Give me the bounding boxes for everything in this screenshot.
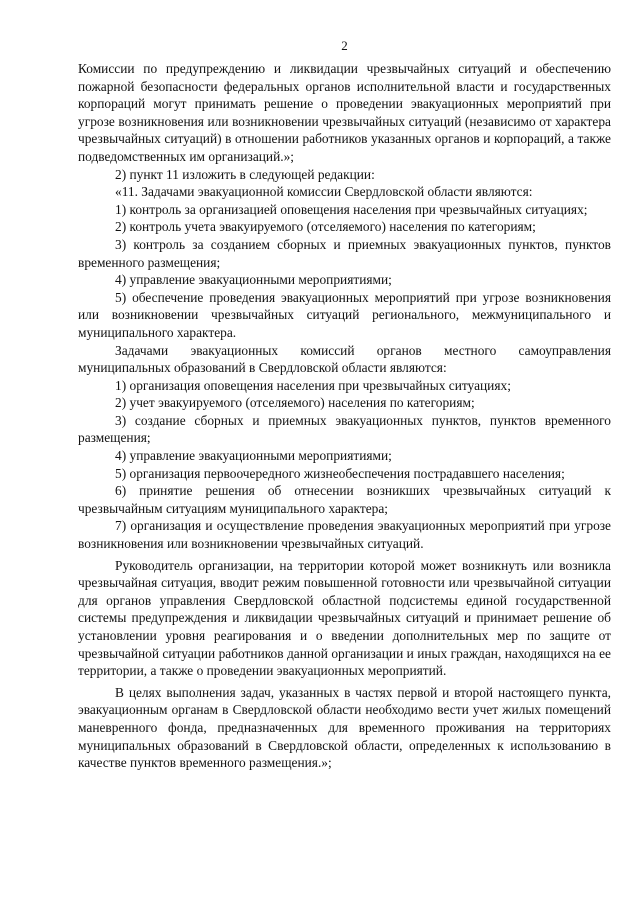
list-item-regional-1: 1) контроль за организацией оповещения населения при чрезвычайных ситуациях; bbox=[115, 201, 588, 217]
list-item-municipal-5: 5) организация первоочередного жизнеобеспечения пострадавшего населения; bbox=[115, 465, 565, 481]
paragraph-housing-records: В целях выполнения задач, указанных в частях первой и второй настоящего пункта, эвакуационным органам в Свердловской области необходимо вести учет жилых помещений маневренного фонда, предназначенных для временного проживания на территориях муниципальных образований в Свердловской области, определенных к использованию в качестве пунктов временного размещения.»; bbox=[78, 684, 611, 771]
paragraph-item-2-amendment: 2) пункт 11 изложить в следующей редакции: bbox=[115, 166, 375, 182]
list-item-regional-3: 3) контроль за созданием сборных и приемных эвакуационных пунктов, пунктов временного размещения; bbox=[78, 236, 611, 270]
paragraph-municipal-tasks-heading: Задачами эвакуационных комиссий органов местного самоуправления муниципальных образований в Свердловской области являются: bbox=[78, 342, 611, 376]
list-item-municipal-4: 4) управление эвакуационными мероприятиями; bbox=[115, 448, 392, 464]
list-item-regional-5: 5) обеспечение проведения эвакуационных мероприятий при угрозе возникновения или возникновении чрезвычайных ситуаций регионального, межмуниципального и муниципального характера. bbox=[78, 289, 611, 340]
list-item-municipal-2: 2) учет эвакуируемого (отселяемого) населения по категориям; bbox=[115, 395, 475, 411]
list-item-municipal-1: 1) организация оповещения населения при чрезвычайных ситуациях; bbox=[115, 377, 511, 393]
list-item-municipal-6: 6) принятие решения об отнесении возникших чрезвычайных ситуаций к чрезвычайным ситуациям муниципального характера; bbox=[78, 483, 611, 516]
page-number: 2 bbox=[341, 38, 348, 53]
paragraph-point-11-heading: «11. Задачами эвакуационной комиссии Свердловской области являются: bbox=[115, 184, 533, 200]
list-item-municipal-3: 3) создание сборных и приемных эвакуационных пунктов, пунктов временного размещения; bbox=[78, 412, 611, 446]
list-item-regional-4: 4) управление эвакуационными мероприятиями; bbox=[115, 272, 392, 288]
paragraph-commissions-continuation: Комиссии по предупреждению и ликвидации чрезвычайных ситуаций и обеспечению пожарной безопасности федеральных органов исполнительной власти и государственных корпораций могут принимать решение о проведении эвакуационных мероприятий при угрозе возникновения или возникновении чрезвычайных ситуаций (независимо от характера чрезвычайных ситуаций) в отношении работников указанных органов и корпораций, а также подведомственных им организаций.»; bbox=[78, 61, 611, 164]
list-item-municipal-7: 7) организация и осуществление проведения эвакуационных мероприятий при угрозе возникновения или возникновении чрезвычайных ситуаций. bbox=[78, 518, 611, 552]
list-item-regional-2: 2) контроль учета эвакуируемого (отселяемого) населения по категориям; bbox=[115, 219, 536, 235]
paragraph-organization-head: Руководитель организации, на территории которой может возникнуть или возникла чрезвычайная ситуация, вводит режим повышенной готовности или чрезвычайной ситуации для органов управления Свердловской областной подсистемы единой государственной системы предупреждения и ликвидации чрезвычайных ситуаций и принимает решение об установлении уровня реагирования и о введении дополнительных мер по защите от чрезвычайной ситуации работников данной организации и иных граждан, находящихся на ее территории, а также о проведении эвакуационных мероприятий. bbox=[78, 557, 611, 679]
